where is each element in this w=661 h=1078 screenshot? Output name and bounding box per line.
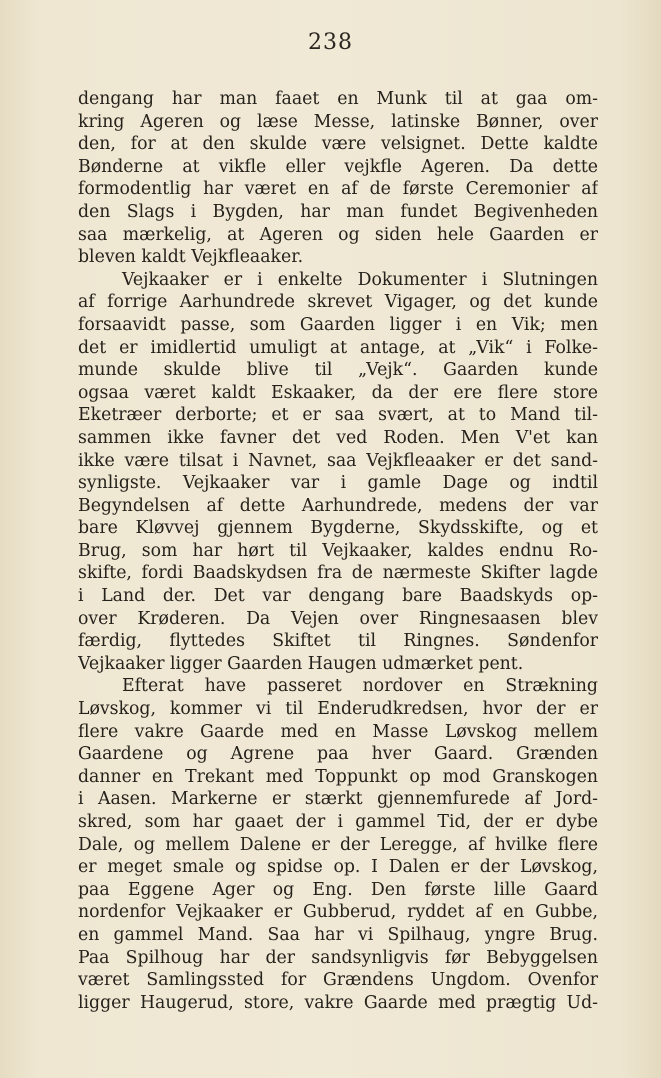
text-line: bleven kaldt Vejkfleaaker.	[78, 247, 304, 268]
text-line: over Krøderen. Da Vejen over Ringnesaasen blev	[78, 608, 598, 629]
text-line: forsaavidt passe, som Gaarden ligger i en Vik; men	[78, 314, 598, 335]
text-line: skifte, fordi Baadskydsen fra de nærmeste Skifter lagde	[78, 563, 598, 584]
text-line: færdig, flyttedes Skiftet til Ringnes. Søndenfor	[78, 631, 598, 652]
text-line: Vejkaaker ligger Gaarden Haugen udmærket pent.	[78, 653, 524, 674]
text-line: i Land der. Det var dengang bare Baadskyds op-	[78, 586, 598, 607]
text-line: saa mærkelig, at Ageren og siden hele Gaarden er	[78, 224, 598, 245]
paragraph-start-line: Vejkaaker er i enkelte Dokumenter i Slutningen	[122, 269, 598, 290]
text-line: sammen ikke favner det ved Roden. Men V'et kan	[78, 427, 598, 448]
text-line: skred, som har gaaet der i gammel Tid, der er dybe	[78, 812, 598, 832]
text-line: ligger Haugerud, store, vakre Gaarde med prægtig Ud-	[78, 992, 598, 1013]
text-line: dengang har man faaet en Munk til at gaa om-	[78, 89, 598, 109]
text-line: en gammel Mand. Saa har vi Spilhaug, yngre Brug.	[78, 924, 598, 945]
text-line: den Slags i Bygden, har man fundet Begivenheden	[78, 201, 598, 222]
text-line: Løvskog, kommer vi til Enderudkredsen, hvor der er	[78, 699, 598, 720]
paragraph-start-line: Efterat have passeret nordover en Strækning	[122, 676, 598, 697]
text-line: Paa Spilhoug har der sandsynligvis før Bebyggelsen	[78, 947, 598, 968]
body-text	[78, 88, 598, 1014]
text-line: munde skulde blive til „Vejk“. Gaarden kunde	[78, 360, 598, 381]
page-number: 238	[308, 30, 353, 55]
text-line: Brug, som har hørt til Vejkaaker, kaldes endnu Ro-	[78, 540, 598, 561]
text-line: Begyndelsen af dette Aarhundrede, medens der var	[78, 495, 598, 516]
text-line: i Aasen. Markerne er stærkt gjennemfurede af Jord-	[78, 789, 598, 810]
text-line: synligste. Vejkaaker var i gamle Dage og indtil	[78, 473, 598, 494]
text-line: ikke være tilsat i Navnet, saa Vejkfleaaker er det sand-	[78, 450, 598, 471]
text-line: flere vakre Gaarde med en Masse Løvskog mellem	[78, 721, 598, 742]
text-line: Bønderne at vikfle eller vejkfle Ageren. Da dette	[78, 156, 598, 177]
text-line: er meget smale og spidse op. I Dalen er der Løvskog,	[78, 857, 598, 878]
text-line: af forrige Aarhundrede skrevet Vigager, og det kunde	[78, 292, 598, 313]
text-line: danner en Trekant med Toppunkt op mod Granskogen	[78, 766, 598, 787]
text-line: den, for at den skulde være velsignet. Dette kaldte	[78, 134, 598, 155]
text-line: ogsaa været kaldt Eskaaker, da der ere flere store	[78, 382, 598, 403]
text-line: det er imidlertid umuligt at antage, at „Vik“ i Folke-	[78, 337, 598, 358]
text-line: Eketræer derborte; et er saa svært, at to Mand til-	[78, 405, 598, 426]
text-line: nordenfor Vejkaaker er Gubberud, ryddet af en Gubbe,	[78, 902, 598, 923]
text-line: bare Kløvvej gjennem Bygderne, Skydsskifte, og et	[78, 518, 598, 539]
text-line: kring Ageren og læse Messe, latinske Bønner, over	[78, 111, 598, 132]
text-line: paa Eggene Ager og Eng. Den første lille Gaard	[78, 879, 598, 900]
text-line: Gaardene og Agrene paa hver Gaard. Grænden	[78, 744, 598, 765]
text-line: været Samlingssted for Grændens Ungdom. Ovenfor	[78, 970, 598, 991]
text-line: formodentlig har været en af de første Ceremonier af	[78, 179, 598, 200]
text-line: Dale, og mellem Dalene er der Leregge, af hvilke flere	[78, 834, 598, 855]
